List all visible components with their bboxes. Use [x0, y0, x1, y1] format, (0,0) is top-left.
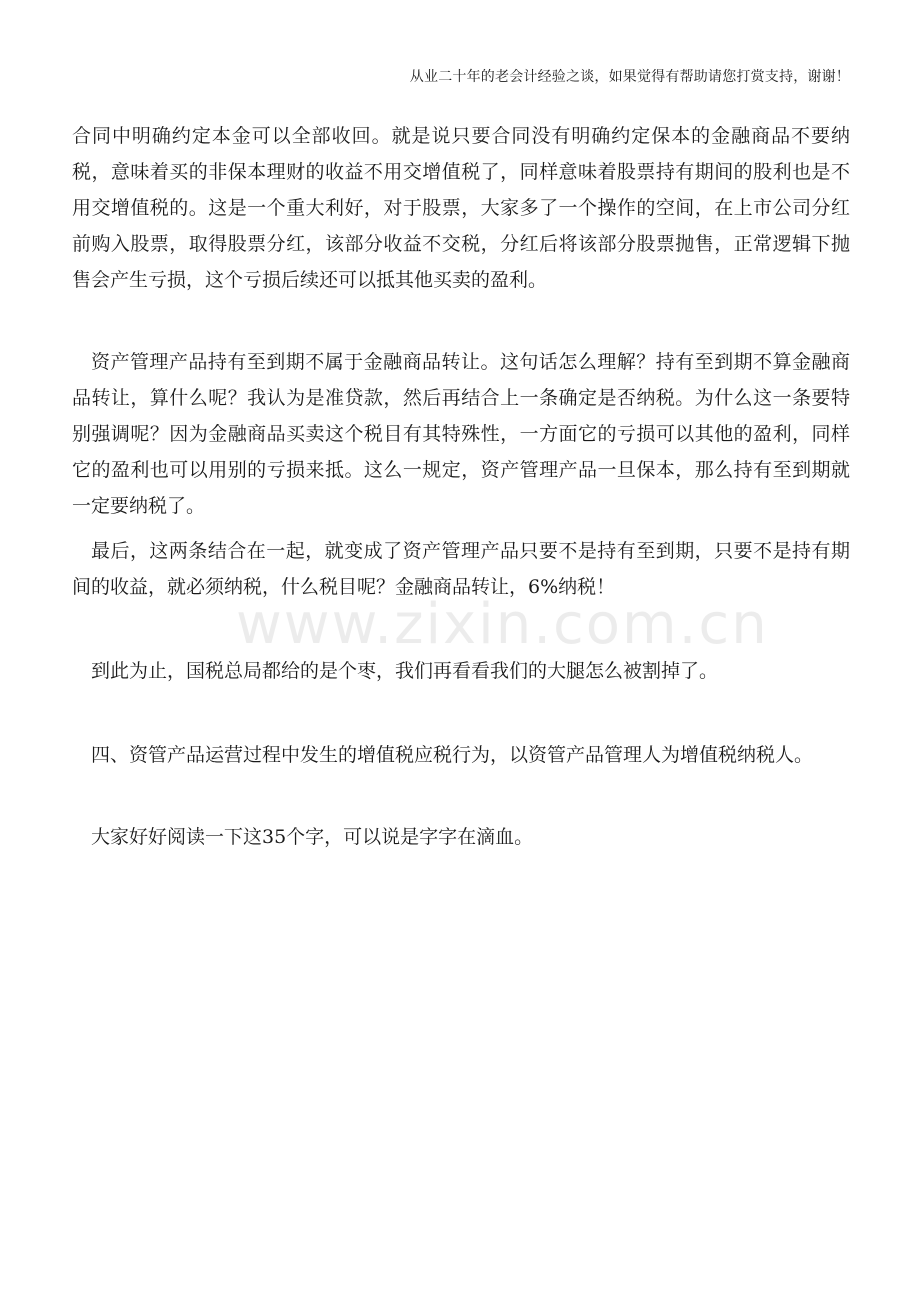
header-note: 从业二十年的老会计经验之谈，如果觉得有帮助请您打赏支持，谢谢！	[409, 69, 850, 85]
paragraph-6: 大家好好阅读一下这35个字，可以说是字字在滴血。	[91, 826, 534, 848]
paragraph-4: 到此为止，国税总局都给的是个枣，我们再看看我们的大腿怎么被割掉了。	[91, 660, 719, 682]
paragraph-5: 四、资管产品运营过程中发生的增值税应税行为，以资管产品管理人为增值税纳税人。	[91, 744, 814, 766]
paragraph-1: 合同中明确约定本金可以全部收回。就是说只要合同没有明确约定保本的金融商品不要纳税，意味着买的非保本理财的收益不用交增值税了，同样意味着股票持有期间的股利也是不用交增值税的。这是一个重大利好，对于股票，大家多了一个操作的空间，在上市公司分红前购入股票，取得股票分红，该部分收益不交税，分红后将该部分股票抛售，正常逻辑下抛售会产生亏损，这个亏损后续还可以抵其他买卖的盈利。	[72, 125, 850, 291]
paragraph-2: 资产管理产品持有至到期不属于金融商品转让。这句话怎么理解？持有至到期不算金融商品转让，算什么呢？我认为是准贷款，然后再结合上一条确定是否纳税。为什么这一条要特别强调呢？因为金融商品买卖这个税目有其特殊性，一方面它的亏损可以其他的盈利，同样它的盈利也可以用别的亏损来抵。这么一规定，资产管理产品一旦保本，那么持有至到期就一定要纳税了。	[72, 351, 850, 517]
document-body	[72, 118, 850, 855]
watermark: www.zixin.com.cn	[236, 592, 769, 657]
paragraph-3: 最后，这两条结合在一起，就变成了资产管理产品只要不是持有至到期，只要不是持有期间的收益，就必须纳税，什么税目呢？金融商品转让，6%纳税！	[72, 540, 850, 598]
